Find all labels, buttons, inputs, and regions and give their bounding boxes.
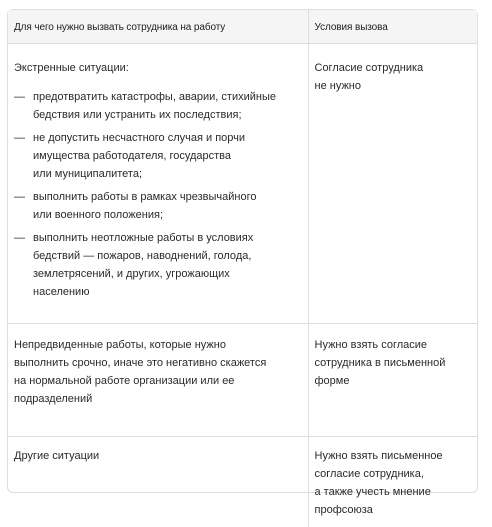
header-reason: Для чего нужно вызвать сотрудника на работу	[8, 10, 308, 43]
header-conditions: Условия вызова	[308, 10, 477, 43]
call-conditions-table	[7, 9, 478, 516]
list-item	[14, 129, 302, 183]
table-row	[8, 323, 477, 436]
list-item	[14, 188, 302, 224]
emergency-intro: Экстренные ситуации:	[14, 61, 129, 74]
cell-reason	[8, 43, 308, 323]
cell-condition: Согласие сотрудника не нужно	[308, 43, 477, 323]
table-row	[8, 43, 477, 323]
dash-bullet: —	[14, 190, 25, 203]
cell-condition: Нужно взять согласие сотрудника в письменной форме	[308, 323, 477, 436]
list-item-text: предотвратить катастрофы, аварии, стихийные бедствия или устранить их последствия;	[33, 90, 276, 121]
dash-bullet: —	[14, 231, 25, 244]
list-item-text: не допустить несчастного случая и порчи имущества работодателя, государства или муниципалитета;	[33, 131, 246, 180]
dash-bullet: —	[14, 131, 25, 144]
list-item-text: выполнить неотложные работы в условиях бедствий — пожаров, наводнений, голода, землетрясений, и других, угрожающих населению	[33, 231, 254, 298]
table	[8, 10, 477, 527]
list-item	[14, 88, 302, 124]
list-item-text: выполнить работы в рамках чрезвычайного или военного положения;	[33, 190, 257, 221]
emergency-list	[14, 88, 302, 301]
table-row	[8, 436, 477, 527]
cell-reason: Непредвиденные работы, которые нужно выполнить срочно, иначе это негативно скажется на нормальной работе организации или ее подразделений	[8, 323, 308, 436]
dash-bullet: —	[14, 90, 25, 103]
cell-reason: Другие ситуации	[14, 449, 100, 462]
list-item	[14, 229, 302, 301]
table-header-row	[8, 10, 477, 43]
cell-condition: Нужно взять письменное согласие сотрудника, а также учесть мнение профсоюза	[308, 436, 477, 527]
